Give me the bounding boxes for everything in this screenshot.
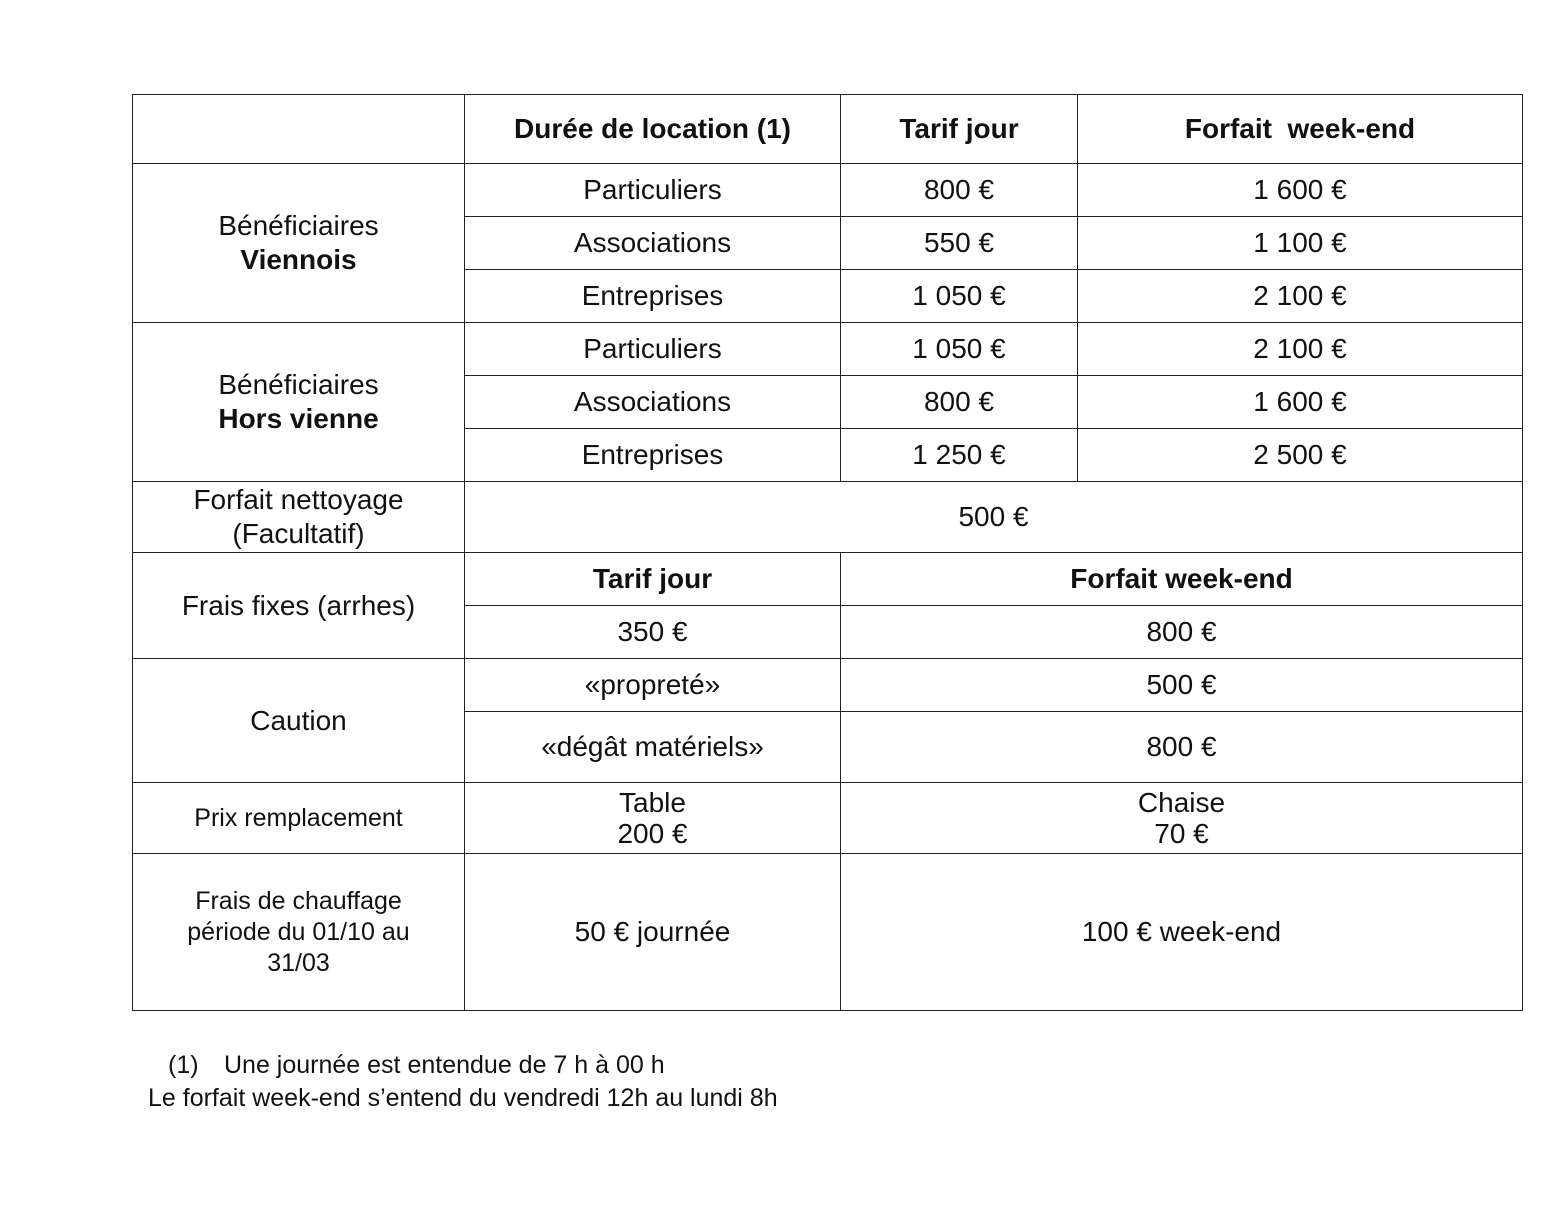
remplacement-chaise-label: Chaise	[1137, 787, 1226, 818]
chauffage-label-line2: période du 01/10 au	[187, 917, 410, 946]
chauffage-row	[133, 854, 1523, 1011]
remplacement-label: Prix remplacement	[133, 783, 465, 854]
frais-fixes-label: Frais fixes (arrhes)	[133, 553, 465, 659]
hors-vienne-label	[133, 323, 465, 482]
row-type: Entreprises	[465, 270, 841, 323]
row-type: Associations	[465, 217, 841, 270]
row-jour: 1 250 €	[841, 429, 1078, 482]
row-type: Particuliers	[465, 164, 841, 217]
hors-vienne-label-line2: Hors vienne	[218, 403, 379, 434]
viennois-label	[133, 164, 465, 323]
frais-fixes-head-we: Forfait week-end	[841, 553, 1523, 606]
caution-label: Caution	[133, 659, 465, 783]
row-jour: 1 050 €	[841, 270, 1078, 323]
table-row	[133, 323, 1523, 376]
nettoyage-row	[133, 482, 1523, 553]
table-row	[133, 164, 1523, 217]
remplacement-chaise-value: 70 €	[1154, 818, 1209, 849]
row-type: Associations	[465, 376, 841, 429]
row-jour: 1 050 €	[841, 323, 1078, 376]
row-we: 1 600 €	[1078, 376, 1523, 429]
chauffage-label-line1: Frais de chauffage	[195, 886, 402, 915]
remplacement-table	[465, 783, 841, 854]
row-type: Entreprises	[465, 429, 841, 482]
row-we: 1 100 €	[1078, 217, 1523, 270]
header-forfait-we: Forfait week-end	[1078, 95, 1523, 164]
row-jour: 800 €	[841, 376, 1078, 429]
chauffage-label-line3: 31/03	[267, 948, 330, 977]
row-jour: 550 €	[841, 217, 1078, 270]
nettoyage-label	[133, 482, 465, 553]
pricing-table	[132, 94, 1523, 1011]
footnote-line1: Une journée est entendue de 7 h à 00 h	[224, 1051, 665, 1079]
remplacement-row	[133, 783, 1523, 854]
viennois-label-line1: Bénéficiaires	[218, 210, 379, 241]
footnote-number: (1)	[168, 1051, 199, 1079]
row-we: 2 100 €	[1078, 270, 1523, 323]
caution-proprete-label: «propreté»	[465, 659, 841, 712]
remplacement-chaise	[841, 783, 1523, 854]
header-tarif-jour: Tarif jour	[841, 95, 1078, 164]
footnote-2: Le forfait week-end s’entend du vendredi 12h au lundi 8h	[148, 1084, 778, 1112]
frais-fixes-we: 800 €	[841, 606, 1523, 659]
chauffage-we: 100 € week-end	[841, 854, 1523, 1011]
row-we: 2 100 €	[1078, 323, 1523, 376]
frais-fixes-head-row	[133, 553, 1523, 606]
viennois-label-line2: Viennois	[240, 244, 357, 275]
hors-vienne-label-line1: Bénéficiaires	[218, 369, 379, 400]
row-jour: 800 €	[841, 164, 1078, 217]
footnote-1	[168, 1049, 665, 1081]
frais-fixes-jour: 350 €	[465, 606, 841, 659]
row-we: 2 500 €	[1078, 429, 1523, 482]
chauffage-jour: 50 € journée	[465, 854, 841, 1011]
empty-header-cell	[133, 95, 465, 164]
caution-degat-label: «dégât matériels»	[465, 712, 841, 783]
frais-fixes-head-jour: Tarif jour	[465, 553, 841, 606]
remplacement-table-label: Table	[619, 787, 686, 818]
nettoyage-label-line2: (Facultatif)	[232, 518, 365, 549]
caution-proprete-value: 500 €	[841, 659, 1523, 712]
row-we: 1 600 €	[1078, 164, 1523, 217]
header-row	[133, 95, 1523, 164]
header-duree: Durée de location (1)	[465, 95, 841, 164]
nettoyage-value: 500 €	[465, 482, 1523, 553]
remplacement-table-value: 200 €	[617, 818, 688, 849]
caution-row	[133, 659, 1523, 712]
nettoyage-label-line1: Forfait nettoyage	[193, 484, 404, 515]
caution-degat-value: 800 €	[841, 712, 1523, 783]
chauffage-label	[133, 854, 465, 1011]
row-type: Particuliers	[465, 323, 841, 376]
